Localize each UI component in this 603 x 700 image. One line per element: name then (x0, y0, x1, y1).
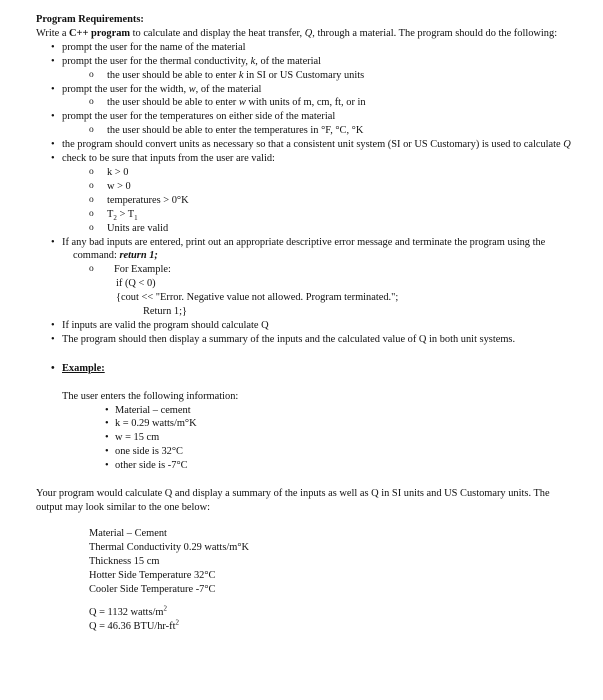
req-check: • check to be sure that inputs from the user are valid: (36, 152, 576, 166)
example-inputs (36, 404, 576, 474)
user-enters-text: The user enters the following information: (62, 390, 239, 402)
output-cooler: Cooler Side Temperature -7°C (89, 583, 216, 595)
req-conductivity: • prompt the user for the thermal conductivity, k, of the material (36, 55, 576, 69)
output-conductivity: Thermal Conductivity 0.29 watts/m°K (89, 541, 249, 553)
req-conductivity-sub: o the user should be able to enter k in SI or US Customary units (36, 69, 576, 83)
req-convert: • the program should convert units as necessary so that a consistent unit system (SI or US Customary) is used to calculate Q (36, 138, 576, 152)
input-material: • Material – cement (36, 404, 576, 418)
input-k: • k = 0.29 watts/m°K (36, 417, 576, 431)
req-width-sub: o the user should be able to enter w with units of m, cm, ft, or in (36, 96, 576, 110)
requirements-title: Program Requirements: (36, 14, 144, 25)
output-material: Material – Cement (89, 527, 167, 539)
output-thickness: Thickness 15 cm (89, 555, 160, 567)
check-w: o w > 0 (36, 180, 576, 194)
input-w: • w = 15 cm (36, 431, 576, 445)
req-bad-inputs: • If any bad inputs are entered, print out an appropriate descriptive error message and terminate the program using the command: return 1; (36, 236, 576, 264)
intro-paragraph: Write a C++ program to calculate and display the heat transfer, Q, through a material. The program should do the following: (36, 27, 558, 39)
check-units: o Units are valid (36, 222, 576, 236)
input-side-2: • other side is -7°C (36, 459, 576, 473)
req-summary: • The program should then display a summary of the inputs and the calculated value of Q in both unit systems. (36, 333, 576, 347)
output-q-si: Q = 1132 watts/$m^2$ (89, 604, 167, 619)
output-hotter: Hotter Side Temperature 32°C (89, 569, 216, 581)
req-temperatures-sub: o the user should be able to enter the temperatures in °F, °C, °K (36, 124, 576, 138)
code-line-3: Return 1;} (143, 306, 187, 318)
document-page (36, 13, 576, 634)
req-width: • prompt the user for the width, w, of the material (36, 83, 576, 97)
for-example: o For Example: (36, 263, 576, 277)
output-q-us: Q = 46.36 BTU/$hr-ft^2$ (89, 618, 179, 633)
req-temperatures: • prompt the user for the temperatures on either side of the material (36, 110, 576, 124)
calc-paragraph: Your program would calculate Q and display a summary of the inputs as well as Q in SI units and US Customary units. The output may look similar to the one below: (36, 488, 550, 513)
check-k: o k > 0 (36, 166, 576, 180)
req-name: • prompt the user for the name of the material (36, 41, 576, 55)
code-line-1: if (Q < 0) (116, 278, 156, 290)
req-valid: • If inputs are valid the program should calculate Q (36, 319, 576, 333)
example-heading: • Example: (36, 362, 576, 376)
requirements-list (36, 41, 576, 277)
check-temperatures: o temperatures > 0°K (36, 194, 576, 208)
check-t2-t1: o $T_2 > T_1$ (36, 208, 576, 222)
requirements-list-end (36, 319, 576, 347)
code-line-2: {cout << "Error. Negative value not allowed. Program terminated."; (116, 292, 399, 304)
example-output (36, 527, 576, 634)
input-side-1: • one side is 32°C (36, 445, 576, 459)
